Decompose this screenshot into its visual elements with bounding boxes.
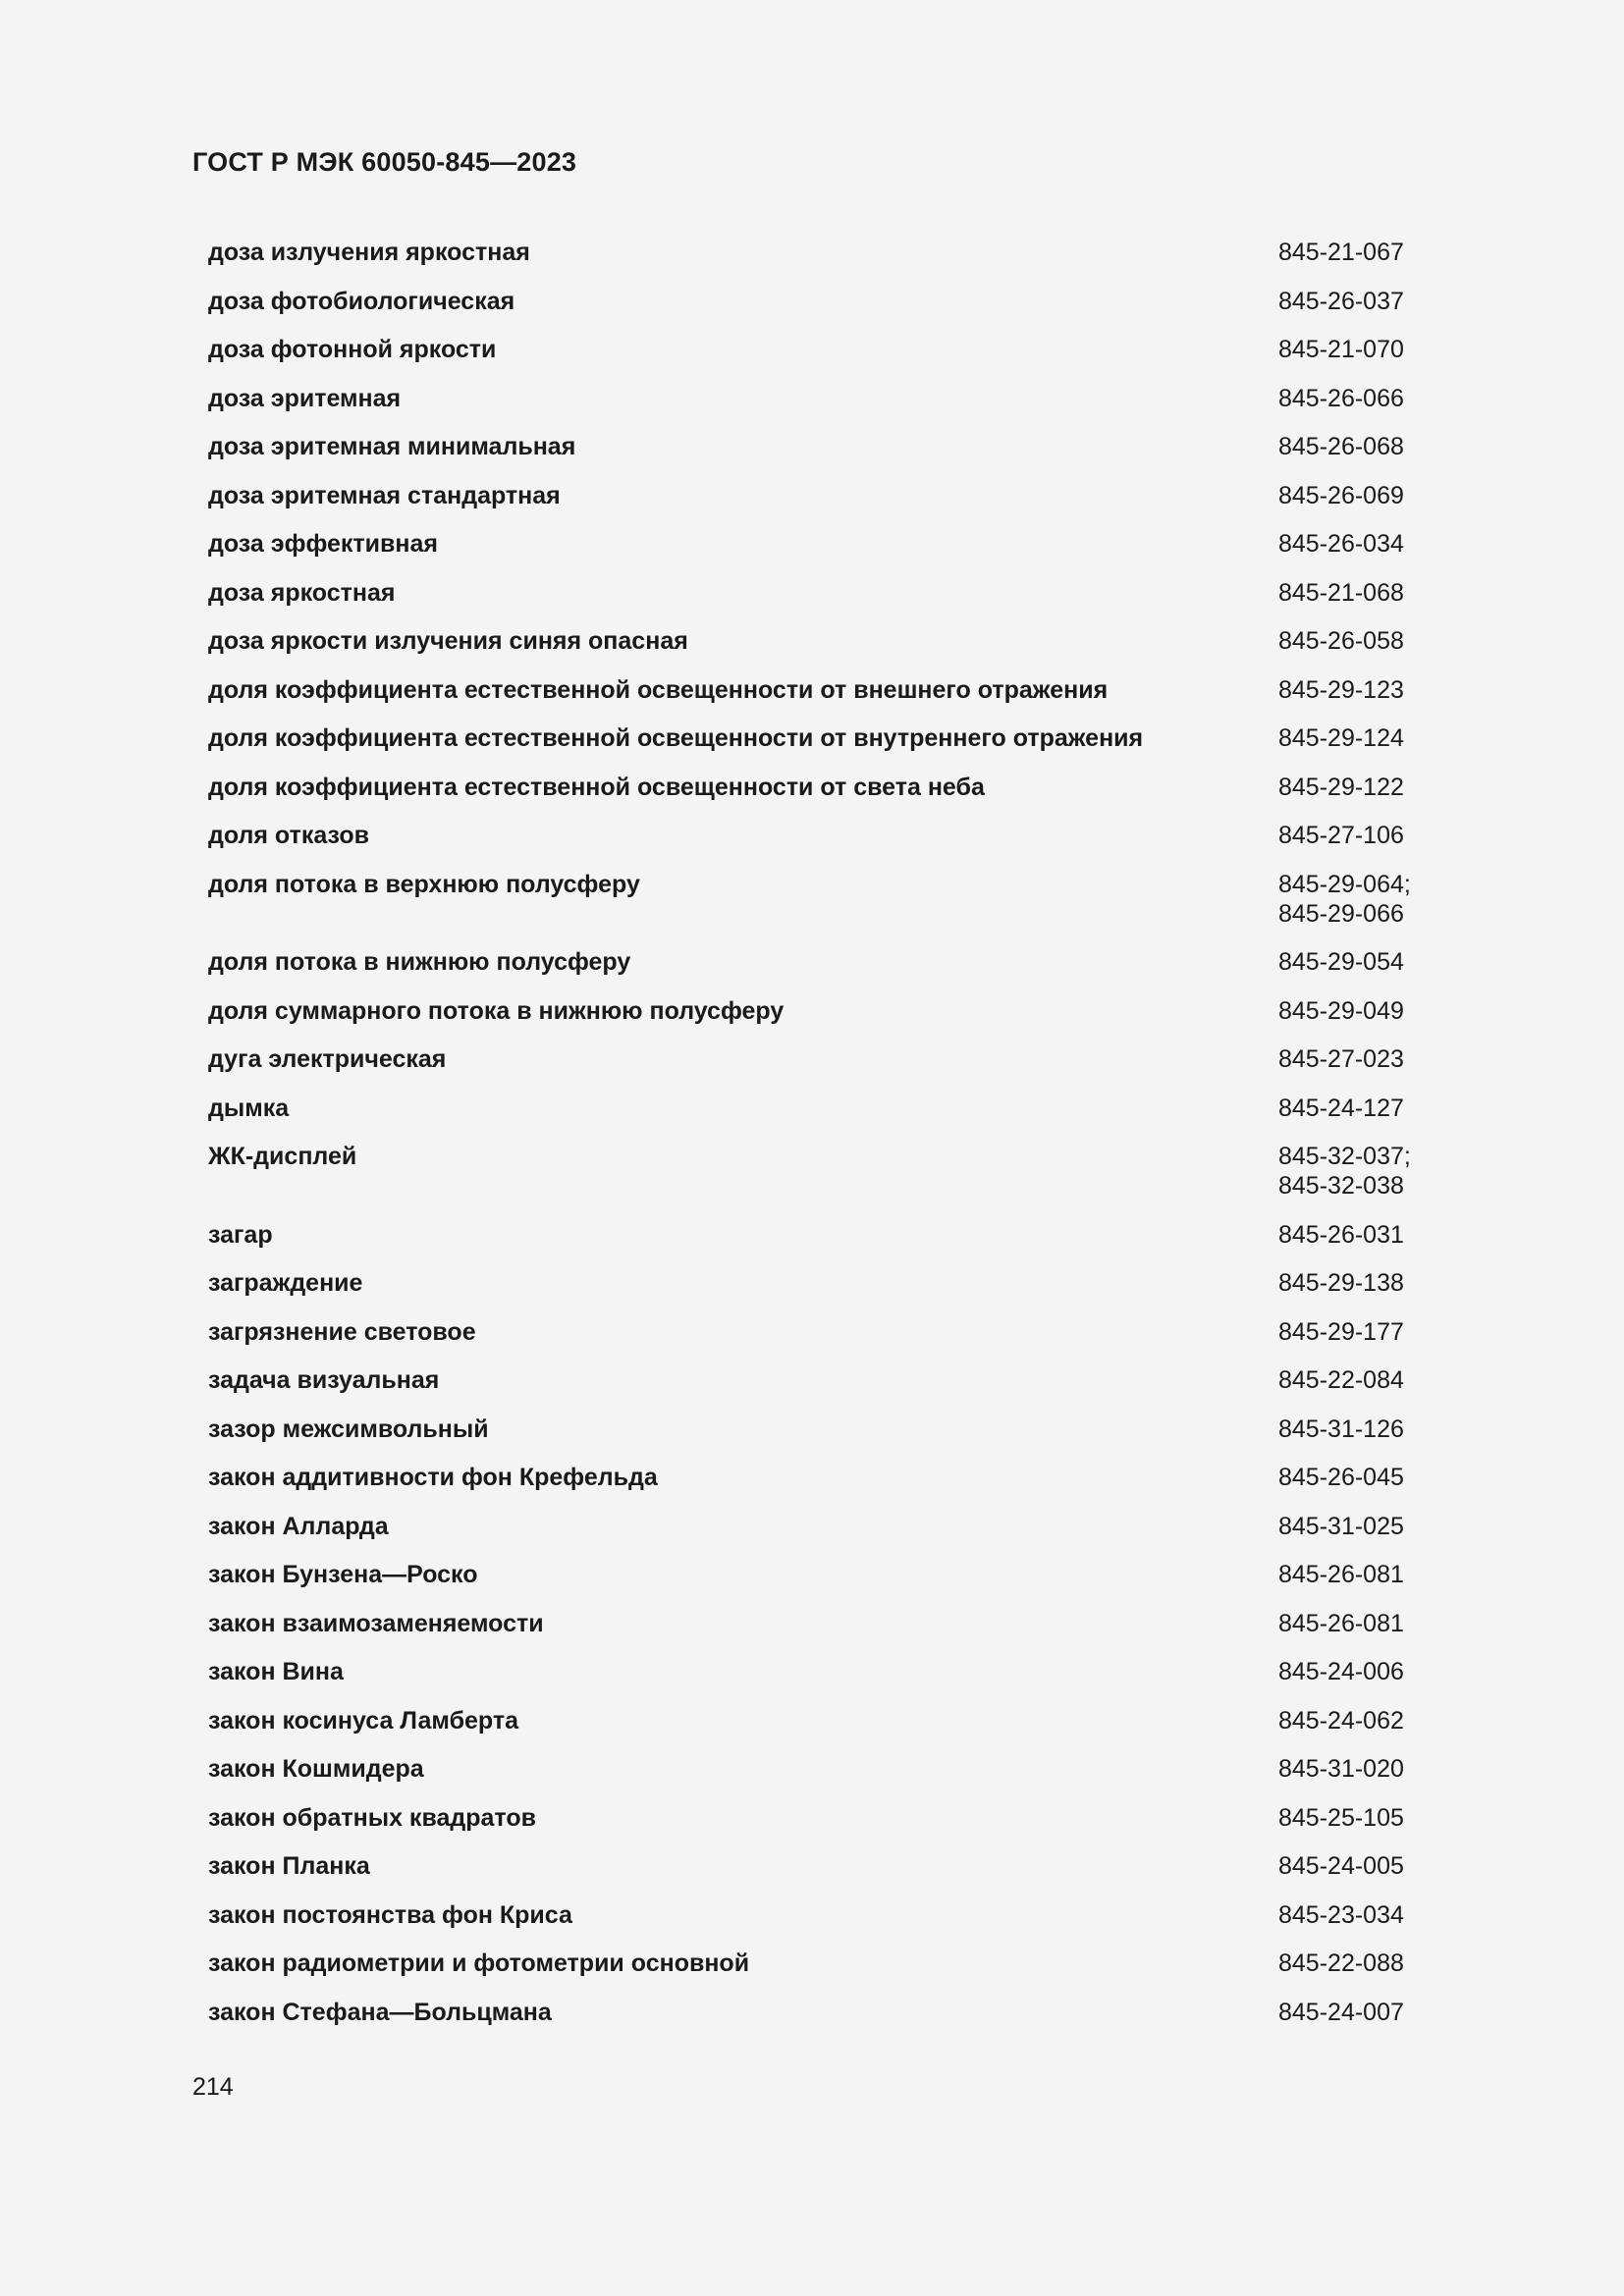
- index-codes: [1278, 773, 1475, 802]
- index-entry: [208, 1803, 1475, 1833]
- index-term: доза яркостная: [208, 578, 396, 607]
- index-entry: [208, 529, 1475, 559]
- index-term: закон взаимозаменяемости: [208, 1609, 544, 1637]
- index-entry: [208, 1998, 1475, 2027]
- index-entry: [208, 1220, 1475, 1250]
- index-code: 845-26-034: [1278, 530, 1404, 558]
- index-term: закон радиометрии и фотометрии основной: [208, 1949, 750, 1977]
- index-entry: [208, 335, 1475, 364]
- index-code: 845-29-049: [1278, 996, 1404, 1025]
- index-entry: [208, 821, 1475, 850]
- index-codes: [1278, 675, 1475, 705]
- index-code: 845-29-122: [1278, 773, 1404, 801]
- index-codes: [1278, 1754, 1475, 1784]
- index-code: 845-24-127: [1278, 1094, 1404, 1122]
- index-term: доля потока в нижнюю полусферу: [208, 948, 631, 976]
- index-codes: [1278, 1415, 1475, 1444]
- index-entry: [208, 1657, 1475, 1686]
- index-codes: [1278, 1142, 1475, 1201]
- index-codes: [1278, 1998, 1475, 2027]
- index-entry: [208, 1365, 1475, 1395]
- index-codes: [1278, 287, 1475, 316]
- index-entry: [208, 432, 1475, 461]
- index-term: закон Бунзена—Роско: [208, 1561, 478, 1588]
- index-code: 845-26-081: [1278, 1609, 1404, 1637]
- index-code: 845-29-138: [1278, 1269, 1404, 1297]
- index-entry: [208, 481, 1475, 510]
- index-codes: [1278, 1512, 1475, 1541]
- index-codes: [1278, 1609, 1475, 1638]
- index-codes: [1278, 1657, 1475, 1686]
- index-term: доза яркости излучения синяя опасная: [208, 627, 688, 655]
- index-entry-list: [208, 238, 1475, 2046]
- index-entry: [208, 870, 1475, 929]
- index-term: доза эффективная: [208, 530, 438, 558]
- index-entry: [208, 1415, 1475, 1444]
- index-entry: [208, 238, 1475, 267]
- index-code: 845-26-037: [1278, 287, 1404, 315]
- index-entry: [208, 675, 1475, 705]
- index-code: 845-24-005: [1278, 1852, 1404, 1880]
- index-entry: [208, 947, 1475, 977]
- index-code: 845-29-124: [1278, 724, 1404, 752]
- index-codes: [1278, 1803, 1475, 1833]
- index-code: 845-29-123: [1278, 675, 1404, 704]
- index-term: закон косинуса Ламберта: [208, 1706, 519, 1735]
- index-code: 845-22-084: [1278, 1366, 1404, 1394]
- index-codes: [1278, 238, 1475, 267]
- index-entry: [208, 1463, 1475, 1492]
- index-codes: [1278, 1851, 1475, 1881]
- index-term: загар: [208, 1220, 273, 1249]
- index-codes: [1278, 529, 1475, 559]
- index-code: 845-22-088: [1278, 1949, 1404, 1977]
- index-entry: [208, 1560, 1475, 1589]
- index-code: 845-26-045: [1278, 1464, 1404, 1491]
- index-term: дуга электрическая: [208, 1045, 447, 1073]
- index-term: задача визуальная: [208, 1366, 440, 1394]
- index-codes: [1278, 1044, 1475, 1074]
- index-code: 845-31-126: [1278, 1415, 1404, 1443]
- index-entry: [208, 1512, 1475, 1541]
- index-term: доля коэффициента естественной освещенности от внешнего отражения: [208, 675, 1109, 704]
- index-codes: [1278, 821, 1475, 850]
- index-term: зазор межсимвольный: [208, 1415, 489, 1443]
- index-code: 845-25-105: [1278, 1803, 1404, 1832]
- index-entry: [208, 1094, 1475, 1123]
- index-codes: [1278, 481, 1475, 510]
- index-term: доля коэффициента естественной освещенности от света неба: [208, 773, 985, 801]
- index-term: ЖК-дисплей: [208, 1143, 357, 1170]
- index-codes: [1278, 947, 1475, 977]
- index-term: закон Алларда: [208, 1512, 389, 1540]
- index-entry: [208, 1268, 1475, 1298]
- index-codes: [1278, 335, 1475, 364]
- index-code: 845-26-031: [1278, 1220, 1404, 1249]
- index-term: закон Кошмидера: [208, 1755, 424, 1783]
- index-codes: [1278, 1317, 1475, 1347]
- index-code: 845-21-068: [1278, 578, 1404, 607]
- index-term: доза эритемная: [208, 384, 402, 412]
- index-term: доля потока в верхнюю полусферу: [208, 870, 640, 898]
- index-code: 845-29-064;: [1278, 870, 1411, 898]
- index-codes: [1278, 432, 1475, 461]
- index-term: закон аддитивности фон Крефельда: [208, 1464, 658, 1491]
- index-entry: [208, 1949, 1475, 1978]
- index-entry: [208, 996, 1475, 1026]
- index-entry: [208, 1142, 1475, 1201]
- index-term: закон обратных квадратов: [208, 1803, 536, 1832]
- index-entry: [208, 1317, 1475, 1347]
- index-term: доза эритемная минимальная: [208, 433, 576, 460]
- index-codes: [1278, 1268, 1475, 1298]
- index-codes: [1278, 723, 1475, 753]
- index-code: 845-31-025: [1278, 1512, 1404, 1540]
- index-term: доля отказов: [208, 822, 369, 849]
- index-entry: [208, 773, 1475, 802]
- index-term: заграждение: [208, 1269, 363, 1297]
- index-code: 845-31-020: [1278, 1755, 1404, 1783]
- index-code: 845-29-054: [1278, 948, 1404, 976]
- index-term: доза фотобиологическая: [208, 287, 515, 315]
- index-code: 845-27-106: [1278, 822, 1404, 849]
- index-term: доля коэффициента естественной освещенности от внутреннего отражения: [208, 724, 1144, 752]
- index-term: закон Планка: [208, 1852, 370, 1880]
- index-term: загрязнение световое: [208, 1317, 476, 1346]
- index-entry: [208, 287, 1475, 316]
- index-codes: [1278, 1900, 1475, 1930]
- index-term: доза эритемная стандартная: [208, 481, 561, 509]
- index-code: 845-29-177: [1278, 1317, 1404, 1346]
- index-codes: [1278, 1365, 1475, 1395]
- index-term: закон Вина: [208, 1658, 344, 1685]
- index-entry: [208, 1609, 1475, 1638]
- page-number: 214: [192, 2073, 234, 2101]
- index-codes: [1278, 1949, 1475, 1978]
- index-code: 845-27-023: [1278, 1045, 1404, 1073]
- index-code: 845-21-070: [1278, 336, 1404, 363]
- index-term: закон Стефана—Больцмана: [208, 1998, 552, 2026]
- index-codes: [1278, 1560, 1475, 1589]
- index-code: 845-32-038: [1278, 1172, 1404, 1200]
- index-code: 845-23-034: [1278, 1900, 1404, 1929]
- index-codes: [1278, 1463, 1475, 1492]
- index-codes: [1278, 384, 1475, 413]
- index-code: 845-26-069: [1278, 481, 1404, 509]
- index-codes: [1278, 1706, 1475, 1735]
- index-code: 845-24-006: [1278, 1658, 1404, 1685]
- index-codes: [1278, 578, 1475, 608]
- index-term: дымка: [208, 1094, 290, 1122]
- index-entry: [208, 1851, 1475, 1881]
- index-entry: [208, 384, 1475, 413]
- index-entry: [208, 626, 1475, 656]
- index-codes: [1278, 626, 1475, 656]
- index-entry: [208, 578, 1475, 608]
- index-term: доля суммарного потока в нижнюю полусферу: [208, 996, 785, 1025]
- index-code: 845-26-081: [1278, 1561, 1404, 1588]
- index-entry: [208, 1900, 1475, 1930]
- index-codes: [1278, 870, 1475, 929]
- index-entry: [208, 1044, 1475, 1074]
- index-code: 845-24-007: [1278, 1998, 1404, 2026]
- index-term: доза излучения яркостная: [208, 239, 530, 266]
- index-entry: [208, 1706, 1475, 1735]
- index-entry: [208, 1754, 1475, 1784]
- index-codes: [1278, 996, 1475, 1026]
- index-code: 845-29-066: [1278, 899, 1404, 928]
- index-codes: [1278, 1094, 1475, 1123]
- index-code: 845-26-068: [1278, 433, 1404, 460]
- document-header: ГОСТ Р МЭК 60050-845—2023: [192, 147, 577, 177]
- index-term: закон постоянства фон Криса: [208, 1900, 572, 1929]
- index-entry: [208, 723, 1475, 753]
- index-code: 845-26-066: [1278, 384, 1404, 412]
- index-code: 845-32-037;: [1278, 1143, 1411, 1170]
- index-code: 845-24-062: [1278, 1706, 1404, 1735]
- index-code: 845-26-058: [1278, 627, 1404, 655]
- index-code: 845-21-067: [1278, 239, 1404, 266]
- index-codes: [1278, 1220, 1475, 1250]
- index-term: доза фотонной яркости: [208, 336, 497, 363]
